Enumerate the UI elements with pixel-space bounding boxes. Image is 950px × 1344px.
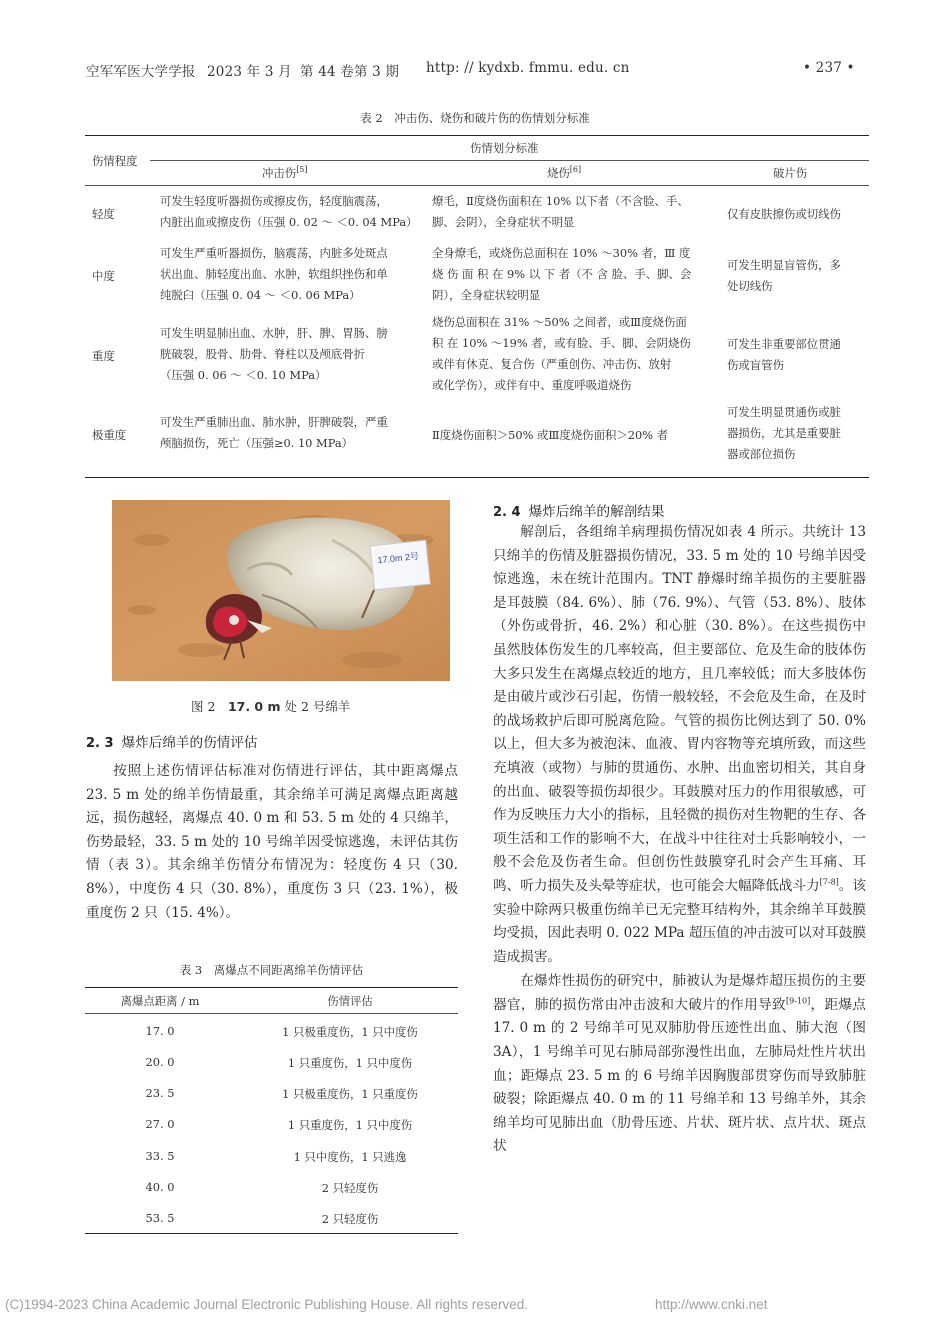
table2-row-frag: 可发生非重要部位贯通 伤或盲管伤 xyxy=(727,337,841,372)
table3-col-distance: 离爆点距离 / m xyxy=(120,994,200,1008)
figure2-caption: 图 2 17. 0 m 处 2 号绵羊 xyxy=(191,699,351,714)
table2-caption: 表 2 冲击伤、烧伤和破片伤的伤情划分标准 xyxy=(360,111,590,125)
table2-row-burn: 烧伤总面积在 31% ～50% 之间者，或Ⅲ度烧伤面 积 在 10% ～19% 者，或有脸、手、脚、会阴烧伤 或伴有休克、复合伤（严重创伤、冲击伤、放射 或化学伤），或伴有中、重度呼吸道烧伤 xyxy=(432,315,691,392)
table3-row-assessment: 1 只中度伤，1 只逃逸 xyxy=(293,1150,407,1164)
figure2-photo xyxy=(112,500,450,681)
table2-header-rule xyxy=(85,185,869,186)
issue-date: 2023 年 3 月 xyxy=(207,64,292,80)
table2-row-burn: Ⅱ度烧伤面积＞50% 或Ⅲ度烧伤面积＞20% 者 xyxy=(432,428,669,442)
table3-row-distance: 17. 0 xyxy=(145,1024,175,1038)
table3-row-distance: 27. 0 xyxy=(145,1117,175,1131)
table3-row-distance: 53. 5 xyxy=(145,1211,175,1225)
table3-row-assessment: 2 只轻度伤 xyxy=(321,1212,379,1226)
section23-heading: 2. 3 爆炸后绵羊的伤情评估 xyxy=(86,735,258,751)
table2-top-rule xyxy=(85,135,869,136)
journal-url[interactable]: http: // kydxb. fmmu. edu. cn xyxy=(426,60,630,76)
table2-col-blast: 冲击伤[5] xyxy=(262,165,308,180)
table2-col-frag: 破片伤 xyxy=(773,166,808,180)
footer-site-link[interactable]: http://www.cnki.net xyxy=(655,1297,768,1312)
page-number: • 237 • xyxy=(803,60,855,76)
table3-header-rule xyxy=(85,1013,458,1014)
section24-body xyxy=(493,521,866,1159)
table3-bottom-rule xyxy=(85,1233,458,1234)
table3-row-assessment: 1 只极重度伤，1 只中度伤 xyxy=(282,1025,418,1039)
footer-copyright: (C)1994-2023 China Academic Journal Electronic Publishing House. All rights reserved. xyxy=(5,1297,529,1312)
table3-row-assessment: 2 只轻度伤 xyxy=(321,1181,379,1195)
table2-row-blast: 可发生严重肺出血、肺水肿，肝脾破裂，严重 颅脑损伤，死亡（压强≥0. 10 MPa） xyxy=(160,415,388,450)
table3-row-assessment: 1 只重度伤，1 只中度伤 xyxy=(287,1056,413,1070)
journal-name: 空军军医大学学报 xyxy=(86,64,196,80)
section23-paragraph: 按照上述伤情评估标准对伤情进行评估，其中距离爆点 23. 5 m 处的绵羊伤情最重，其余绵羊可满足离爆点距离越远，损伤越轻，离爆点 40. 0 m 和 53. 5 m 处的 4 只绵羊，伤势最轻，33. 5 m 处的 10 号绵羊因受惊逃逸，未评估其伤情（表 3）。其余绵羊伤情分布情况为：轻度伤 4 只（30. 8%），中度伤 4 只（30. 8%），重度伤 3 只（23. 1%），极重度伤 2 只（15. 4%）。 xyxy=(86,763,458,921)
table2-row-blast: 可发生明显肺出血、水肿，肝、脾、胃肠、膀 胱破裂，股骨、肋骨、脊柱以及颅底骨折 （压强 0. 06 ～ ＜0. 10 MPa） xyxy=(160,326,388,382)
table2-row-blast: 可发生严重听器损伤，脑震荡，内脏多处斑点 状出血、肺轻度出血、水肿，软组织挫伤和单 纯脱臼（压强 0. 04 ～ ＜0. 06 MPa） xyxy=(160,246,388,302)
table2-col-group: 伤情划分标准 xyxy=(470,141,539,155)
table2-row-burn: 燎毛，Ⅱ度烧伤面积在 10% 以下者（不含脸、手、 脚、会阴），全身症状不明显 xyxy=(432,194,689,229)
table3-top-rule xyxy=(85,987,458,988)
table2-row-degree: 重度 xyxy=(92,349,115,363)
section24-paragraph-2: 在爆炸性损伤的研究中，肺被认为是爆炸超压损伤的主要器官，肺的损伤常由冲击波和大破片的作用导致[9-10]，距爆点 17. 0 m 的 2 号绵羊可见双肺肋骨压迹性出血、肺大泡（图 3A），1 号绵羊可见右肺局部弥漫性出血，左肺局灶性片状出血；距爆点 23. 5 m 的 6 号绵羊因胸腹部贯穿伤而导致肺脏破裂；除距爆点 40. 0 m 的 11 号绵羊和 13 号绵羊外，其余绵羊均可见肺出血（肋骨压迹、片状、斑片状、点片状、斑点状 xyxy=(493,973,867,1155)
table3-row-distance: 33. 5 xyxy=(145,1149,175,1163)
figure2-note-label: 17.0m 2号 xyxy=(377,550,420,566)
table3-row-assessment: 1 只极重度伤，1 只重度伤 xyxy=(282,1087,418,1101)
table2-row-burn: 全身燎毛，或烧伤总面积在 10% ～30% 者，Ⅲ 度 烧 伤 面 积 在 9% 以 下 者（不 含 脸、手、脚、会 阴），全身症状较明显 xyxy=(432,246,692,302)
issue-volume: 第 44 卷第 3 期 xyxy=(300,64,400,80)
section24-paragraph-1: 解剖后，各组绵羊病理损伤情况如表 4 所示。共统计 13 只绵羊的伤情及脏器损伤情况，33. 5 m 处的 10 号绵羊因受惊逃逸，未在统计范围内。TNT 静爆时绵羊损伤的主要脏器是耳鼓膜（84. 6%）、肺（76. 9%）、气管（53. 8%）、肢体（外伤或骨折，46. 2%）和心脏（30. 8%）。在这些损伤中虽然肢体伤发生的几率较高，但主要部位、危及生命的肢体伤大多只发生在离爆点较近的地方，且几率较低；而大多肢体伤是由破片或沙石引起，伤情一般较轻，不会危及生命，在及时的战场救护后即可脱离危险。气管的损伤比例达到了 50. 0% 以上，但大多为被泡沫、血液、胃内容物等充填所致，而这些充填液（或物）与肺的贯通伤、水肿、出血密切相关，其自身的出血、破裂等损伤却很少。耳鼓膜对压力的作用很敏感，可作为反映压力大小的指标，且轻微的损伤对生物靶的生存、各项生活和工作的影响不大，在战斗中往往对士兵影响较小，一般不会危及伤者生命。但创伤性鼓膜穿孔时会产生耳痛、耳鸣、听力损失及头晕等症状，也可能会大幅降低战斗力[7-8]。该实验中除两只极重伤绵羊已无完整耳结构外，其余绵羊耳鼓膜均受损，因此表明 0. 022 MPa 超压值的冲击波可以对耳鼓膜造成损害。 xyxy=(493,524,867,965)
table2-row-degree: 中度 xyxy=(92,269,115,283)
table2-row-blast: 可发生轻度听器损伤或擦皮伤，轻度脑震荡， 内脏出血或擦皮伤（压强 0. 02 ～ ＜0. 04 MPa） xyxy=(160,194,418,229)
table2-row-degree: 轻度 xyxy=(92,207,115,221)
table3-row-assessment: 1 只重度伤，1 只中度伤 xyxy=(287,1118,413,1132)
table2-col-burn: 烧伤[6] xyxy=(547,165,582,180)
table2-col-degree: 伤情程度 xyxy=(92,154,138,168)
table2-row-frag: 可发生明显贯通伤或脏 器损伤，尤其是重要脏 器或部位损伤 xyxy=(727,405,841,461)
table3-row-distance: 40. 0 xyxy=(145,1180,175,1194)
table2-bottom-rule xyxy=(85,477,869,478)
table3-row-distance: 20. 0 xyxy=(145,1055,175,1069)
section24-heading: 2. 4 爆炸后绵羊的解剖结果 xyxy=(493,504,665,520)
table2-row-degree: 极重度 xyxy=(92,428,127,442)
table3-caption: 表 3 离爆点不同距离绵羊伤情评估 xyxy=(179,963,364,977)
table2-row-frag: 仅有皮肤擦伤或切线伤 xyxy=(727,207,841,221)
table3-row-distance: 23. 5 xyxy=(145,1086,175,1100)
table2-group-rule xyxy=(150,160,869,161)
table2-row-frag: 可发生明显盲管伤，多 处切线伤 xyxy=(727,258,841,293)
table3-col-assessment: 伤情评估 xyxy=(327,994,373,1008)
sheep-photo-illustration xyxy=(112,500,450,681)
